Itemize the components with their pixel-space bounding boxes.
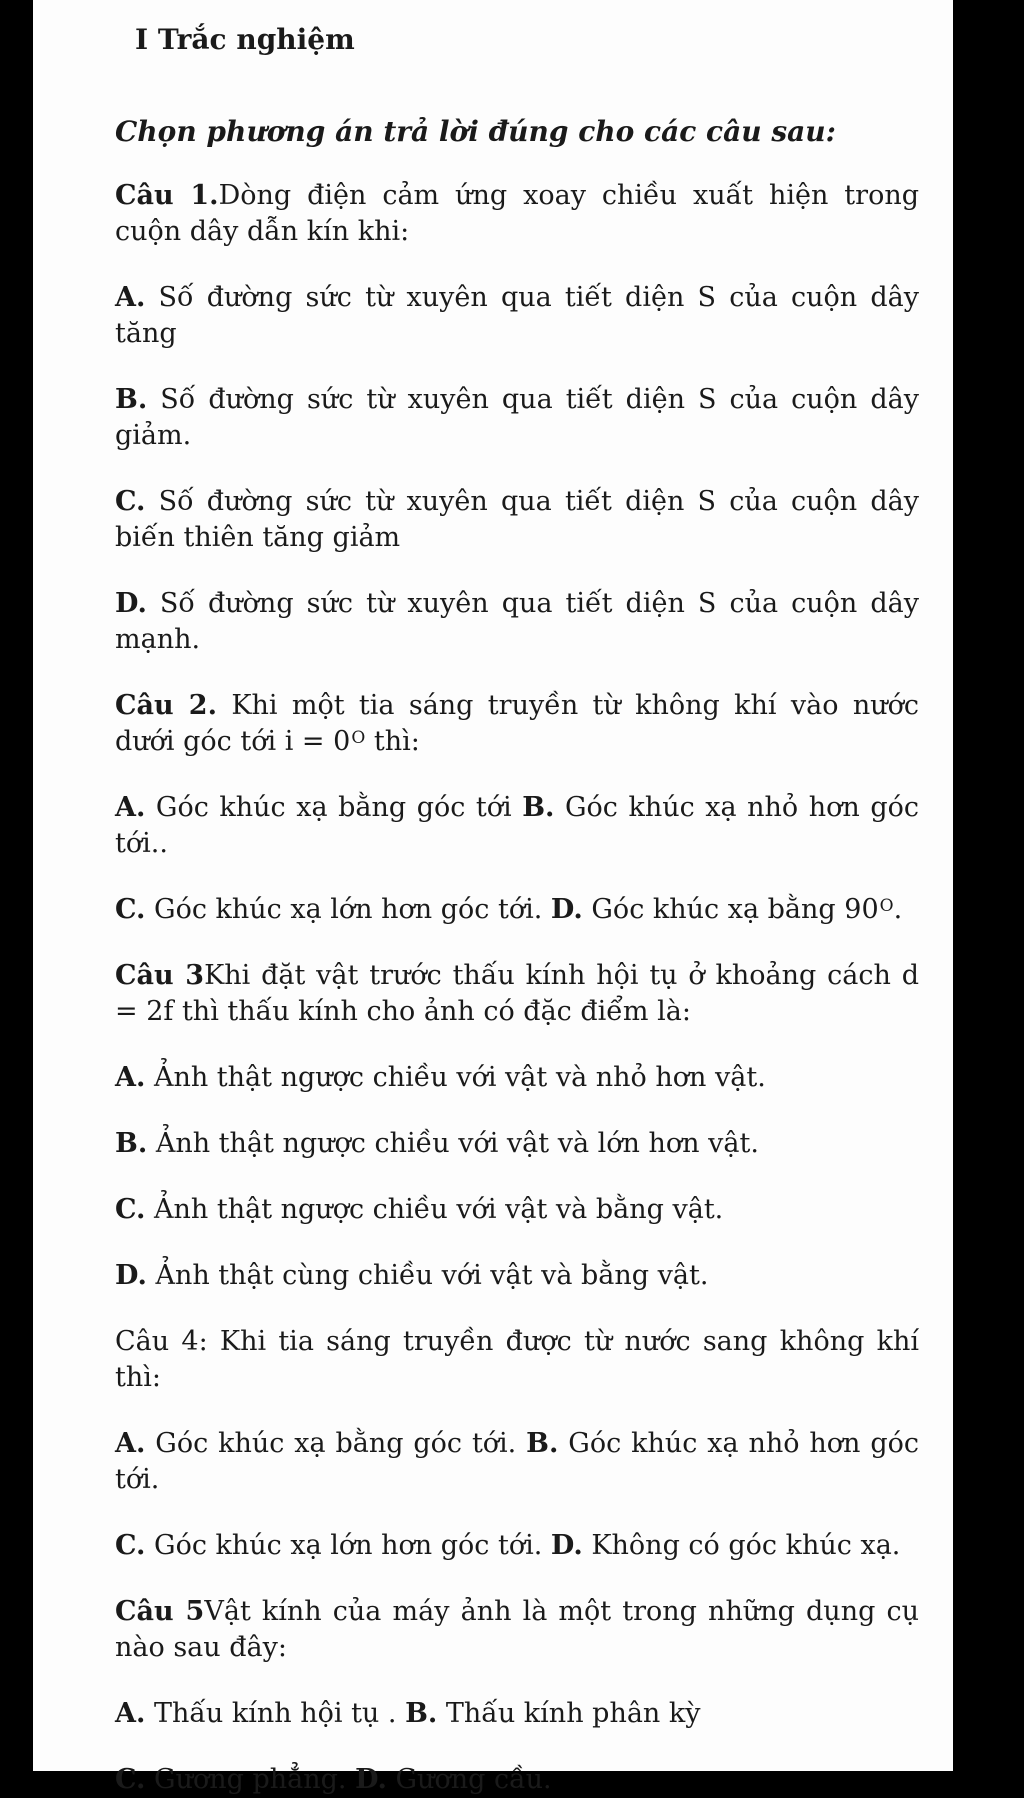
instruction-text: Chọn phương án trả lời đúng cho các câu sau: (115, 115, 836, 148)
option-text: Không có góc khúc xạ. (582, 1530, 901, 1561)
option-text: Số đường sức từ xuyên qua tiết diện S của cuộn dây giảm. (115, 384, 919, 451)
q3-option-b (115, 1126, 919, 1162)
question-2 (115, 688, 919, 760)
section-heading: I Trắc nghiệm (135, 23, 355, 56)
question-text: Câu 4: Khi tia sáng truyền được từ nước sang không khí thì: (115, 1326, 919, 1393)
option-letter: D. (115, 1260, 147, 1291)
option-text: Gương cầu. (386, 1764, 552, 1795)
question-5 (115, 1594, 919, 1666)
option-text: Góc khúc xạ lớn hơn góc tới. (145, 894, 551, 925)
option-letter: A. (115, 1698, 146, 1729)
q1-option-a (115, 280, 919, 352)
option-letter: D. (355, 1764, 387, 1795)
degree-superscript: O (351, 728, 366, 748)
option-text: Thấu kính hội tụ . (145, 1698, 406, 1729)
option-letter: C. (115, 1530, 146, 1561)
option-letter: D. (550, 1530, 583, 1561)
option-letter: D. (115, 588, 147, 619)
q5-options-cd (115, 1762, 919, 1798)
option-text: Góc khúc xạ bằng góc tới (145, 792, 523, 823)
q3-option-d (115, 1258, 919, 1294)
option-letter: A. (115, 282, 146, 313)
option-letter: C. (115, 1194, 146, 1225)
option-text: Góc khúc xạ bằng góc tới. (145, 1428, 527, 1459)
q1-option-d (115, 586, 919, 658)
option-letter: C. (115, 486, 146, 517)
question-text: Khi một tia sáng truyền từ không khí vào nước dưới góc tới i = 0 (115, 690, 919, 757)
question-label: Câu 5 (115, 1596, 205, 1627)
q5-options-ab (115, 1696, 919, 1732)
question-label: Câu 3 (115, 960, 205, 991)
question-3 (115, 958, 919, 1030)
option-letter: C. (115, 1764, 146, 1795)
q3-option-c (115, 1192, 919, 1228)
q1-option-b (115, 382, 919, 454)
option-text: Ảnh thật ngược chiều với vật và lớn hơn vật. (147, 1128, 759, 1159)
option-letter: A. (115, 1428, 146, 1459)
question-4 (115, 1324, 919, 1396)
option-text: Góc khúc xạ nhỏ hơn góc tới.. (115, 792, 919, 859)
option-letter: B. (405, 1698, 438, 1729)
question-text-end: thì: (365, 726, 420, 757)
option-text: Ảnh thật cùng chiều với vật và bằng vật. (146, 1260, 709, 1291)
q3-option-a (115, 1060, 919, 1096)
q4-options-cd (115, 1528, 919, 1564)
question-text: Vật kính của máy ảnh là một trong những dụng cụ nào sau đây: (115, 1596, 919, 1663)
option-letter: A. (115, 792, 146, 823)
question-text: Khi đặt vật trước thấu kính hội tụ ở khoảng cách d = 2f thì thấu kính cho ảnh có đặc điểm là: (115, 960, 919, 1027)
option-letter: B. (115, 1128, 148, 1159)
option-letter: A. (115, 1062, 146, 1093)
option-text: Thấu kính phân kỳ (437, 1698, 701, 1729)
option-letter: B. (115, 384, 148, 415)
option-text: Góc khúc xạ bằng 90 (582, 894, 879, 925)
q2-options-ab (115, 790, 919, 862)
option-letter: B. (526, 1428, 559, 1459)
option-text: Góc khúc xạ nhỏ hơn góc tới. (115, 1428, 919, 1495)
question-label: Câu 1. (115, 180, 219, 211)
option-text: Ảnh thật ngược chiều với vật và nhỏ hơn vật. (145, 1062, 766, 1093)
question-1 (115, 178, 919, 250)
document-page (33, 0, 953, 1795)
option-letter: D. (550, 894, 583, 925)
q4-options-ab (115, 1426, 919, 1498)
option-text: Ảnh thật ngược chiều với vật và bằng vật. (145, 1194, 724, 1225)
option-text: Số đường sức từ xuyên qua tiết diện S của cuộn dây tăng (115, 282, 919, 349)
degree-superscript: O (879, 896, 894, 916)
option-letter: B. (522, 792, 555, 823)
option-letter: C. (115, 894, 146, 925)
option-text: Số đường sức từ xuyên qua tiết diện S của cuộn dây mạnh. (115, 588, 919, 655)
option-text: Số đường sức từ xuyên qua tiết diện S của cuộn dây biến thiên tăng giảm (115, 486, 919, 553)
question-text: Dòng điện cảm ứng xoay chiều xuất hiện trong cuộn dây dẫn kín khi: (115, 180, 919, 247)
q1-option-c (115, 484, 919, 556)
option-text-end: . (893, 894, 903, 925)
question-label: Câu 2. (115, 690, 217, 721)
option-text: Gương phẳng. (145, 1764, 356, 1795)
option-text: Góc khúc xạ lớn hơn góc tới. (145, 1530, 551, 1561)
q2-options-cd (115, 892, 919, 928)
